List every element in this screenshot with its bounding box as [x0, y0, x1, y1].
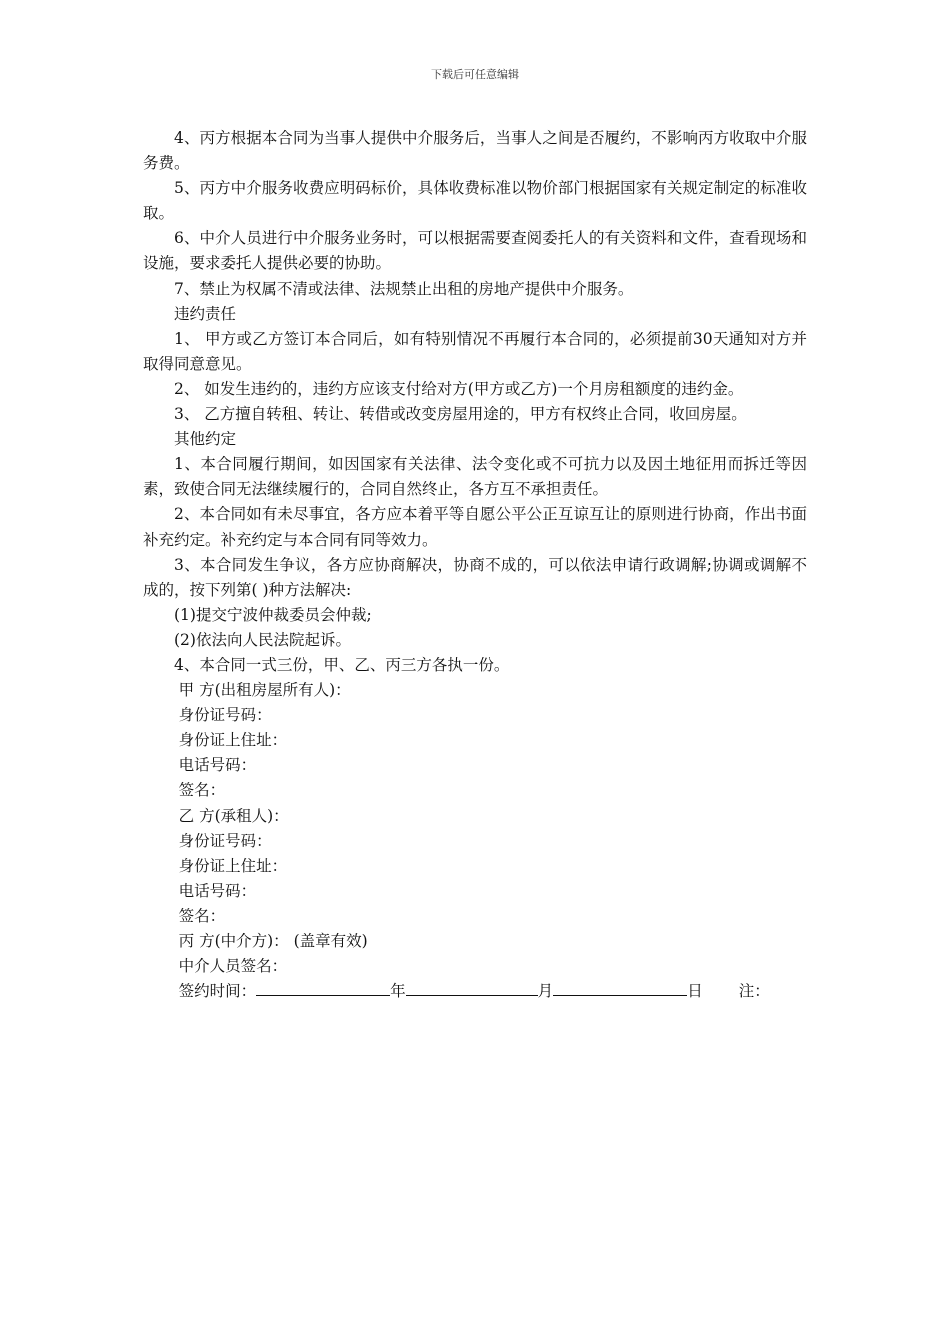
- other-item-3: 3、本合同发生争议，各方应协商解决，协商不成的，可以依法申请行政调解;协调或调解不成的，按下列第( )种方法解决:: [143, 555, 807, 599]
- other-item-1: 1、本合同履行期间，如因国家有关法律、法令变化或不可抗力以及因土地征用而拆迁等因素，致使合同无法继续履行的，合同自然终止，各方互不承担责任。: [143, 455, 807, 499]
- dispute-option-1: (1)提交宁波仲裁委员会仲裁;: [174, 605, 372, 624]
- party-c-title: 丙 方(中介方)： (盖章有效): [178, 932, 368, 950]
- breach-item-2: 2、 如发生违约的，违约方应该支付给对方(甲方或乙方)一个月房租额度的违约金。: [174, 379, 744, 398]
- other-heading: 其他约定: [174, 430, 237, 449]
- party-a-id-number: 身份证号码：: [178, 706, 272, 725]
- party-c-agent-signature: 中介人员签名：: [178, 957, 288, 976]
- other-item-2: 2、本合同如有未尽事宜，各方应本着平等自愿公平公正互谅互让的原则进行协商，作出书面补充约定。补充约定与本合同有同等效力。: [143, 505, 807, 549]
- breach-item-3: 3、 乙方擅自转租、转让、转借或改变房屋用途的，甲方有权终止合同，收回房屋。: [174, 405, 747, 424]
- party-a-title: 甲 方(出租房屋所有人)：: [178, 681, 351, 700]
- other-item-4: 4、本合同一式三份，甲、乙、丙三方各执一份。: [174, 655, 510, 674]
- month-blank: [406, 979, 538, 996]
- signing-date-label: 签约时间：: [178, 982, 257, 1001]
- party-b-phone: 电话号码：: [178, 881, 257, 900]
- breach-heading: 违约责任: [174, 304, 237, 323]
- clause-5: 5、丙方中介服务收费应明码标价，具体收费标准以物价部门根据国家有关规定制定的标准收取。: [143, 179, 807, 223]
- day-label: 日: [687, 982, 703, 1001]
- signing-date-line: [143, 979, 807, 1004]
- clause-4: 4、丙方根据本合同为当事人提供中介服务后，当事人之间是否履约，不影响丙方收取中介服务费。: [143, 129, 807, 173]
- day-blank: [553, 979, 687, 996]
- contract-body: [143, 126, 807, 1004]
- clause-7: 7、禁止为权属不清或法律、法规禁止出租的房地产提供中介服务。: [174, 279, 634, 298]
- year-blank: [256, 979, 390, 996]
- note-label: 注：: [738, 982, 770, 1001]
- breach-item-1: 1、 甲方或乙方签订本合同后，如有特别情况不再履行本合同的，必须提前30天通知对方并取得同意意见。: [143, 329, 807, 373]
- party-b-title: 乙 方(承租人)：: [178, 806, 289, 825]
- clause-6: 6、中介人员进行中介服务业务时，可以根据需要查阅委托人的有关资料和文件，查看现场和设施，要求委托人提供必要的协助。: [143, 229, 807, 273]
- year-label: 年: [390, 982, 406, 1001]
- party-a-signature: 签名：: [178, 781, 226, 800]
- party-b-id-address: 身份证上住址：: [178, 856, 288, 875]
- party-a-id-address: 身份证上住址：: [178, 731, 288, 750]
- party-a-phone: 电话号码：: [178, 756, 257, 775]
- page-header-note: 下载后可任意编辑: [431, 68, 519, 81]
- month-label: 月: [537, 982, 554, 1001]
- party-b-signature: 签名：: [178, 906, 226, 925]
- dispute-option-2: (2)依法向人民法院起诉。: [174, 630, 351, 649]
- party-b-id-number: 身份证号码：: [178, 831, 272, 850]
